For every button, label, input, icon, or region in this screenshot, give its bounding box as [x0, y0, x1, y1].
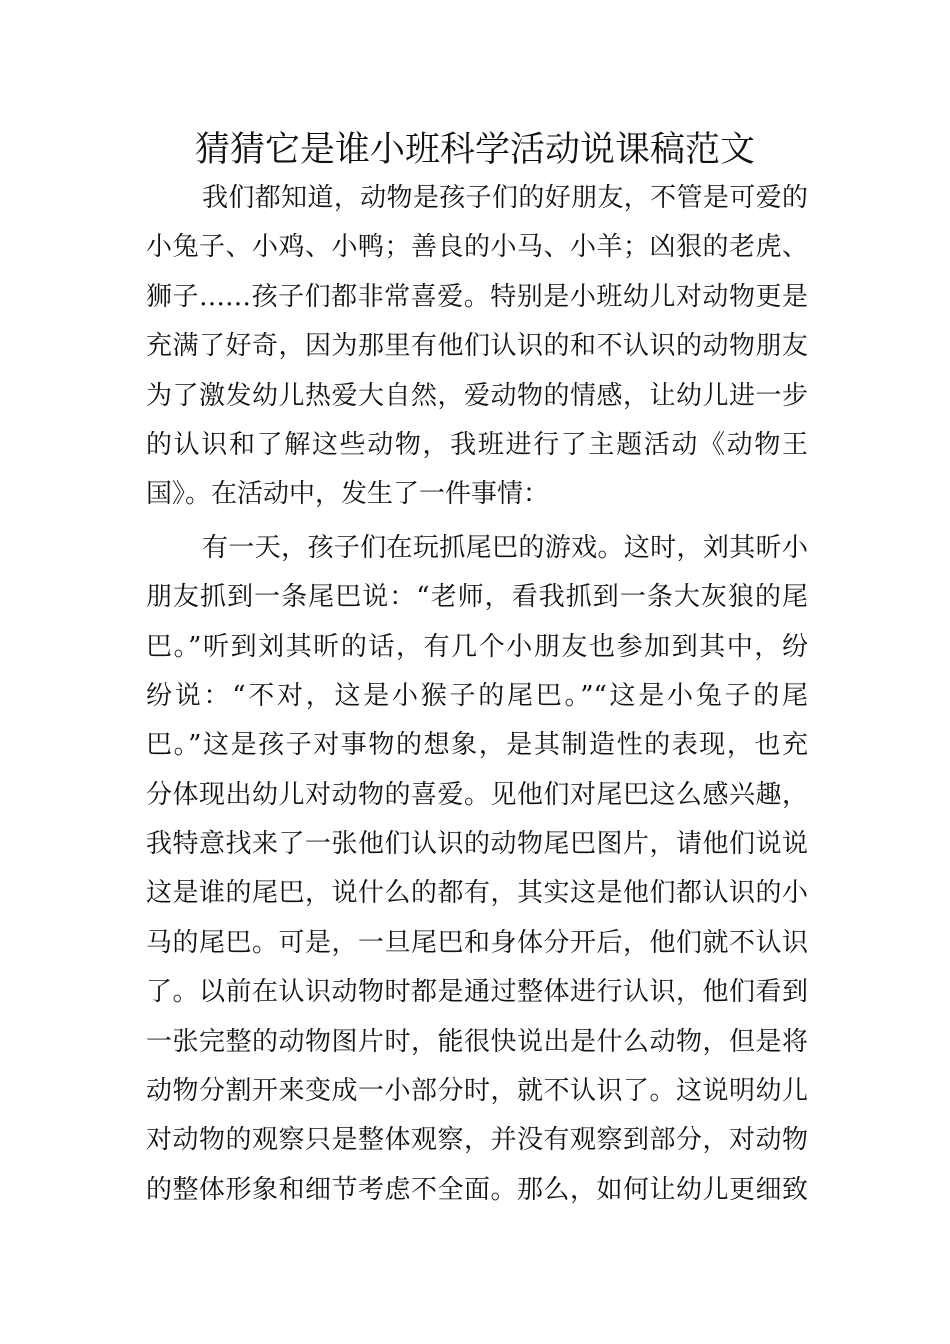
text-line: 我们都知道，动物是孩子们的好朋友，不管是可爱的 — [202, 183, 808, 213]
text-line: 了。以前在认识动物时都是通过整体进行认识，他们看到 — [146, 977, 808, 1008]
text-line: 朋友抓到一条尾巴说：“老师，看我抓到一条大灰狼的尾 — [146, 582, 808, 613]
text-line: 这是谁的尾巴，说什么的都有，其实这是他们都认识的小 — [146, 878, 808, 909]
document-title: 猜猜它是谁小班科学活动说课稿范文 — [194, 130, 755, 170]
text-line: 巴。”这是孩子对事物的想象，是其制造性的表现，也充 — [146, 730, 808, 761]
text-line: 动物分割开来变成一小部分时，就不认识了。这说明幼儿 — [146, 1076, 808, 1107]
paragraph-2 — [146, 524, 808, 1215]
text-line: 分体现出幼儿对动物的喜爱。见他们对尾巴这么感兴趣， — [146, 779, 808, 810]
text-line: 的认识和了解这些动物，我班进行了主题活动《动物王 — [146, 429, 808, 460]
text-line: 狮子……孩子们都非常喜爱。特别是小班幼儿对动物更是 — [146, 281, 808, 312]
text-line: 纷说：“不对，这是小猴子的尾巴。”“这是小兔子的尾 — [146, 680, 808, 711]
text-line: 有一天，孩子们在玩抓尾巴的游戏。这时，刘其昕小 — [202, 532, 808, 563]
paragraph-1 — [146, 174, 808, 520]
text-line: 为了激发幼儿热爱大自然，爱动物的情感，让幼儿进一步 — [146, 380, 808, 411]
text-line: 小兔子、小鸡、小鸭；善良的小马、小羊；凶狠的老虎、 — [146, 232, 808, 263]
text-line: 马的尾巴。可是，一旦尾巴和身体分开后，他们就不认识 — [146, 927, 808, 958]
text-line: 巴。”听到刘其昕的话，有几个小朋友也参加到其中，纷 — [146, 631, 808, 662]
text-line: 对动物的观察只是整体观察，并没有观察到部分，对动物 — [146, 1125, 808, 1156]
text-line: 充满了好奇，因为那里有他们认识的和不认识的动物朋友 — [146, 331, 808, 362]
text-line: 的整体形象和细节考虑不全面。那么，如何让幼儿更细致 — [146, 1174, 808, 1205]
text-line: 我特意找来了一张他们认识的动物尾巴图片，请他们说说 — [146, 829, 808, 860]
text-line: 国》。在活动中，发生了一件事情： — [146, 479, 550, 510]
text-line: 一张完整的动物图片时，能很快说出是什么动物，但是将 — [146, 1026, 808, 1057]
document-body — [146, 174, 808, 1215]
